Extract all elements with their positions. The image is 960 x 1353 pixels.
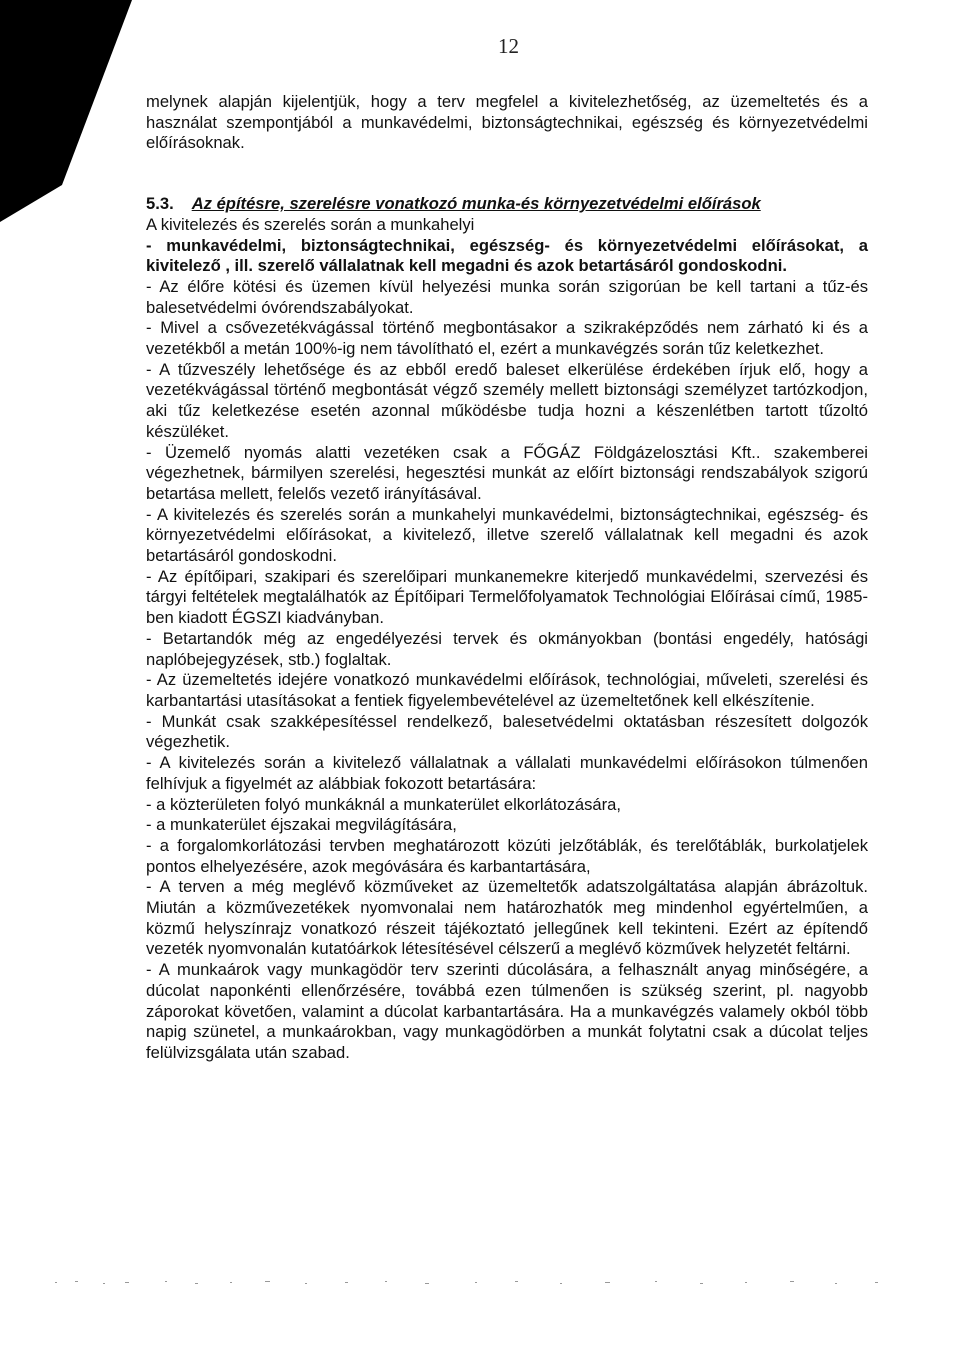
- body-paragraph: - A kivitelezés és szerelés során a munkahelyi munkavédelmi, biztonságtechnikai, egészség- és környezetvédelmi előírásokat, a kivitelező, illetve szerelő vállalatnak kell megadni és azok betartásáról gondoskodni.: [146, 504, 868, 566]
- body-paragraph: - munkavédelmi, biztonságtechnikai, egészség- és környezetvédelmi előírásokat, a kivitelező , ill. szerelő vállalatnak kell megadni és azok betartásáról gondoskodni.: [146, 235, 868, 276]
- scan-edge-shadow: [0, 0, 140, 230]
- body-paragraph: - A tűzveszély lehetősége és az ebből eredő baleset elkerülése érdekében írjuk elő, hogy a vezetékvágással történő megbontását végző személy mellett biztonsági személyzet tartózkodjon, aki tűz keletkezése esetén azonnal működésbe tudja hozni a készenlétben tartott tűzoltó készüléket.: [146, 359, 868, 441]
- scan-noise-strip: [55, 1276, 905, 1290]
- body-paragraph: - A kivitelezés során a kivitelező vállalatnak a vállalati munkavédelmi előírásokon túlmenően felhívjuk a figyelmét az alábbiak fokozott betartására:: [146, 753, 868, 793]
- body-paragraph: - Munkát csak szakképesítéssel rendelkező, balesetvédelmi oktatásban részesített dolgozók végezhetik.: [146, 711, 868, 752]
- body-paragraph: - Betartandók még az engedélyezési tervek és okmányokban (bontási engedély, hatósági naplóbejegyzések, stb.) foglaltak.: [146, 628, 868, 669]
- body-paragraph: - Az üzemeltetés idejére vonatkozó munkavédelmi előírások, technológiai, műveleti, szerelési és karbantartási utasításokat a fentiek figyelembevételével az üzemeltetőnek kell elkészítenie.: [146, 670, 868, 710]
- page-number: 12: [498, 34, 519, 58]
- body-paragraph: - Az élőre kötési és üzemen kívül helyezési munka során szigorúan be kell tartani a tűz-és balesetvédelmi óvórendszabályokat.: [146, 276, 868, 317]
- intro-paragraph: melynek alapján kijelentjük, hogy a terv megfelel a kivitelezhetőség, az üzemeltetés és a használat szempontjából a munkavédelmi, biztonságtechnikai, egészség és környezetvédelmi előírásoknak.: [146, 92, 868, 153]
- body-paragraph: - Az építőipari, szakipari és szerelőipari munkanemekre kiterjedő munkavédelmi, szervezési és tárgyi feltételek megtalálhatók az Építőipari Termelőfolyamatok Technológiai Előírásai című, 1985-ben kiadott ÉGSZI kiadványban.: [146, 566, 868, 628]
- body-paragraph: - Mivel a csővezetékvágással történő megbontásakor a szikraképződés nem zárható ki és a vezetékből a metán 100%-ig nem távolítható el, ezért a munkavégzés során tűz keletkezhet.: [146, 318, 868, 359]
- body-paragraph: A kivitelezés és szerelés során a munkahelyi: [146, 214, 475, 234]
- body-paragraph: - Üzemelő nyomás alatti vezetéken csak a FŐGÁZ Földgázelosztási Kft.. szakemberei végezhetnek, bármilyen szerelési, hegesztési munkát az előírt biztonsági rendszabályok szigorú betartása mellett, felelős vezető irányításával.: [146, 442, 868, 503]
- body-paragraph: - a munkaterület éjszakai megvilágítására,: [146, 815, 457, 835]
- document-body: [146, 92, 868, 1064]
- section-heading: [146, 194, 868, 215]
- body-paragraph: - a közterületen folyó munkáknál a munkaterület elkorlátozására,: [146, 794, 622, 814]
- body-paragraph: - a forgalomkorlátozási tervben meghatározott közúti jelzőtáblák, és terelőtáblák, burkolatjelek pontos elhelyezésére, azok megóvására és karbantartására,: [146, 835, 868, 876]
- body-paragraph: - A munkaárok vagy munkagödör terv szerinti dúcolására, a felhasznált anyag minőségére, a dúcolat naponkénti ellenőrzésére, továbbá ezen túlmenően is szükség szerint, pl. nagyobb záporokat követően, valamint a dúcolat karbantartására. Ha a munkavégzés valamely okból több napig szünetel, a munkaárokban, vagy munkagödörben a munkát folytatni csak a dúcolat teljes felülvizsgálata után szabad.: [146, 960, 868, 1062]
- section-number: 5.3.: [146, 194, 174, 214]
- section-title: Az építésre, szerelésre vonatkozó munka-és környezetvédelmi előírások: [191, 194, 761, 214]
- body-paragraph: - A terven a még meglévő közműveket az üzemeltetők adatszolgáltatása alapján ábrázoltuk. Miután a közművezetékek nyomvonalai nem határozhatók meg mindenhol egyértelműen, a közmű helyszínrajz vonatkozó részeit tájékoztató jellegűnek kell tekinteni. Ezért az építendő vezeték nyomvonalán kutatóárkok létesítésével célszerű a meglévő közművek helyzetét feltárni.: [146, 877, 868, 959]
